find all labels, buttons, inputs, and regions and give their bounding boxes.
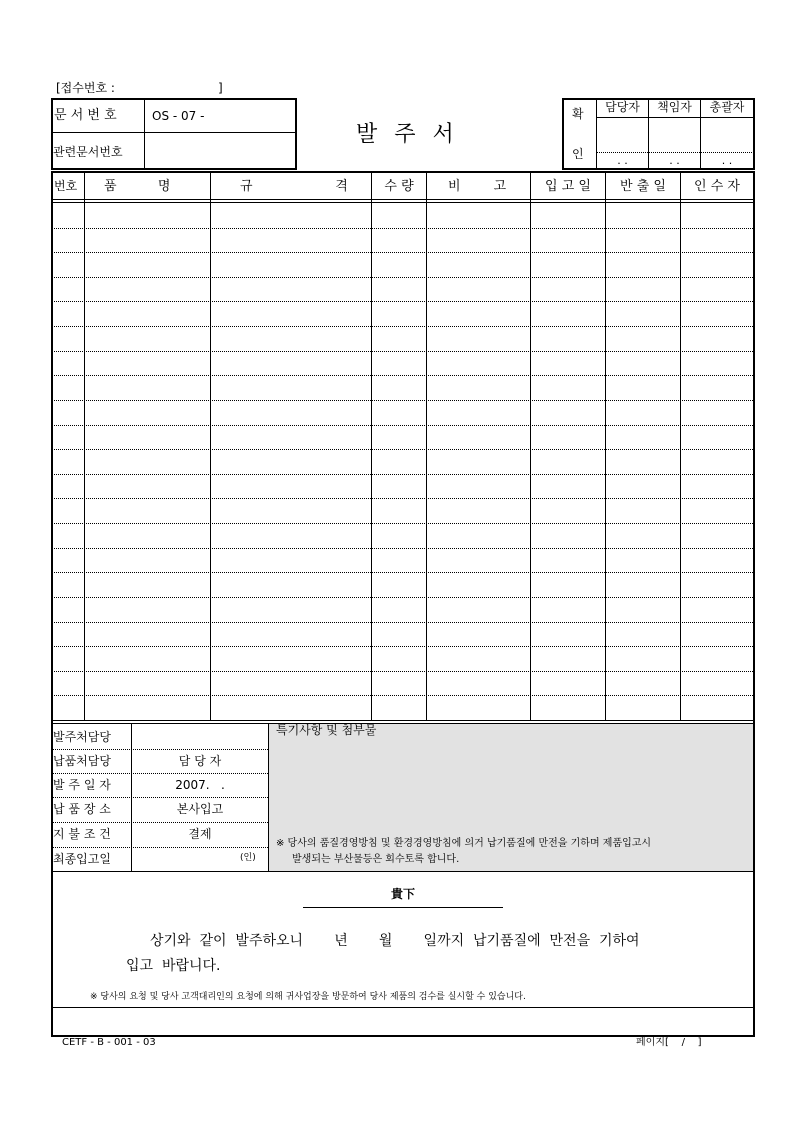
header-out-date: 반 출 일 — [620, 179, 666, 194]
header-no: 번호 — [54, 179, 78, 193]
request-line-1: 상기와 같이 발주하오니 년 월 일까지 납기품질에 만전을 기하여 — [150, 933, 640, 949]
table-row-divider — [52, 695, 753, 696]
info-value-supplier[interactable]: 담 당 자 — [178, 754, 222, 768]
doc-number-label: 문 서 번 호 — [54, 108, 117, 123]
table-row-divider — [52, 301, 753, 302]
related-doc-label: 관련문서번호 — [53, 145, 123, 159]
approval-date-supervisor: . . — [669, 154, 680, 167]
approval-role-supervisor: 책임자 — [657, 100, 692, 114]
info-value-payment[interactable]: 결제 — [188, 827, 212, 841]
approval-role-manager: 담당자 — [605, 100, 640, 114]
page-indicator: 페이지[ / ] — [636, 1037, 702, 1048]
table-row-divider — [52, 597, 753, 598]
doc-number-value[interactable]: OS - 07 - — [152, 109, 205, 123]
notes-line-2: 발생되는 부산물등은 회수토록 합니다. — [292, 854, 460, 865]
info-label-delivery-place: 납 품 장 소 — [53, 802, 111, 816]
approval-date-director: . . — [721, 154, 733, 167]
table-row-divider — [52, 548, 753, 549]
approval-label-bottom: 인 — [572, 147, 584, 161]
table-row-divider — [52, 671, 753, 672]
info-label-order-date: 발 주 일 자 — [53, 778, 111, 792]
table-row-divider — [52, 228, 753, 229]
header-remark: 비 고 — [448, 179, 507, 194]
table-row-divider — [52, 375, 753, 376]
info-value-delivery-place[interactable]: 본사입고 — [176, 802, 224, 816]
approval-sign-manager[interactable] — [597, 118, 648, 152]
approval-label-top: 확 — [572, 107, 584, 121]
info-label-orderer: 발주처담당 — [53, 730, 111, 744]
form-code: CETF - B - 001 - 03 — [62, 1037, 156, 1048]
table-row-divider — [52, 425, 753, 426]
approval-sign-director[interactable] — [701, 118, 753, 152]
header-item: 품 명 — [104, 179, 171, 194]
page-title: 발 주 서 — [356, 122, 455, 147]
receipt-number-close: ] — [218, 81, 223, 95]
approval-sign-supervisor[interactable] — [649, 118, 700, 152]
table-row-divider — [52, 449, 753, 450]
notes-title: 특기사항 및 첨부물 — [276, 723, 377, 737]
header-spec: 규 격 — [240, 179, 348, 194]
table-row-divider — [52, 400, 753, 401]
table-row-divider — [52, 572, 753, 573]
table-row-divider — [52, 646, 753, 647]
seal-mark: (인) — [240, 853, 256, 863]
header-qty: 수 량 — [384, 179, 414, 194]
table-row-divider — [52, 277, 753, 278]
table-row-divider — [52, 326, 753, 327]
info-label-payment: 지 불 조 건 — [53, 827, 111, 841]
approval-date-manager: . . — [617, 154, 628, 167]
table-row-divider — [52, 523, 753, 524]
receipt-number-label: [접수번호 : — [56, 81, 115, 95]
info-label-supplier: 납품처담당 — [53, 754, 111, 768]
approval-role-director: 총괄자 — [709, 100, 745, 114]
addressee: 貴下 — [390, 887, 415, 901]
header-in-date: 입 고 일 — [545, 179, 591, 194]
table-row-divider — [52, 252, 753, 253]
notes-line-1: ※ 당사의 품질경영방침 및 환경경영방침에 의거 납기품질에 만전을 기하며 제품입고시 — [276, 838, 652, 849]
table-row-divider — [52, 622, 753, 623]
table-row-divider — [52, 498, 753, 499]
request-line-2: 입고 바랍니다. — [126, 958, 221, 974]
header-receiver: 인 수 자 — [694, 179, 740, 194]
info-label-final-date: 최종입고일 — [53, 852, 111, 866]
inspection-notice: ※ 당사의 요청 및 당사 고객대리인의 요청에 의해 귀사업장을 방문하여 당사 제품의 검수를 실시할 수 있습니다. — [90, 992, 526, 1002]
table-row-divider — [52, 474, 753, 475]
related-doc-field[interactable] — [146, 134, 294, 166]
table-row-divider — [52, 351, 753, 352]
info-value-order-date[interactable]: 2007. . — [175, 778, 225, 792]
